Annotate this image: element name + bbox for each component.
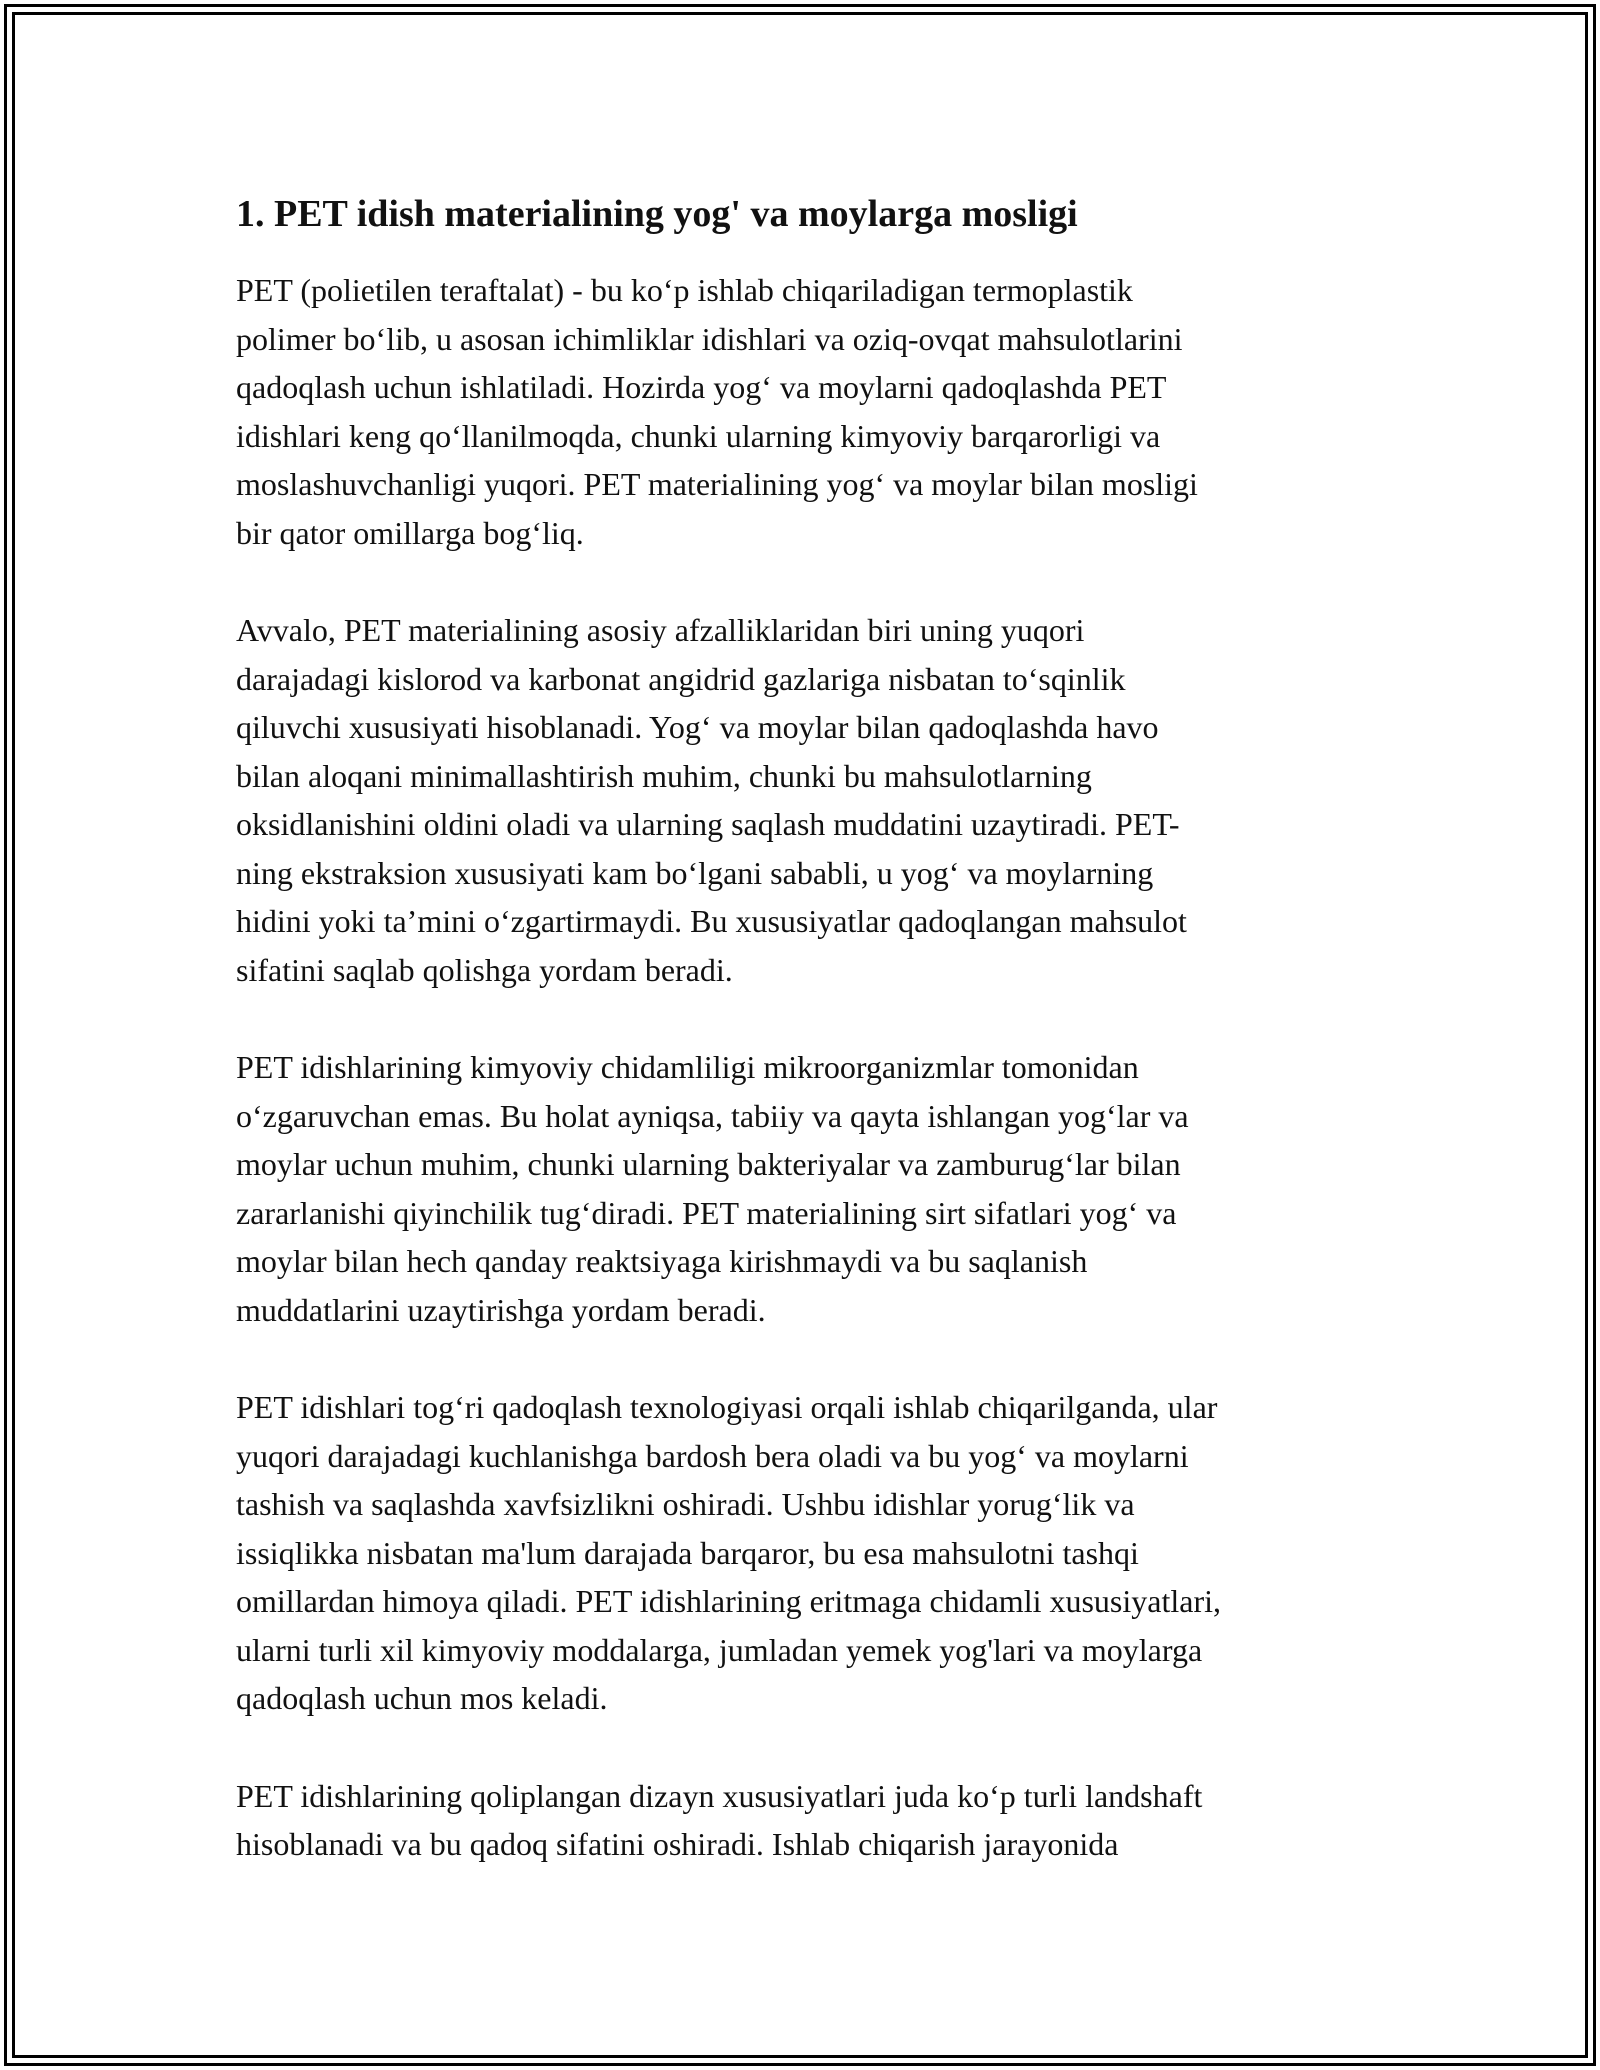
text-line: yuqori darajadagi kuchlanishga bardosh bera oladi va bu yog‘ va moylarni: [236, 1437, 1189, 1474]
text-line: hidini yoki ta’mini o‘zgartirmaydi. Bu xususiyatlar qadoqlangan mahsulot: [236, 903, 1187, 939]
text-line: PET idishlari tog‘ri qadoqlash texnologiyasi orqali ishlab chiqarilganda, ular: [236, 1389, 1218, 1425]
text-line: PET (polietilen teraftalat) - bu ko‘p ishlab chiqariladigan termoplastik: [236, 272, 1133, 308]
text-line: moylar uchun muhim, chunki ularning bakteriyalar va zamburug‘lar bilan: [236, 1146, 1181, 1182]
text-line: PET idishlarining qoliplangan dizayn xususiyatlari juda ko‘p turli landshaft: [236, 1777, 1203, 1814]
text-line: qadoqlash uchun ishlatiladi. Hozirda yog‘ va moylarni qadoqlashda PET: [236, 369, 1167, 405]
text-line: muddatlarini uzaytirishga yordam beradi.: [236, 1291, 766, 1328]
document-body: [236, 182, 1376, 1918]
paragraph-1: [236, 266, 1376, 557]
paragraph-3: [236, 1043, 1376, 1334]
paragraph-2: [236, 606, 1376, 994]
document-title: 1. PET idish materialining yog' va moylarga mosligi: [236, 193, 1078, 235]
text-line: zararlanishi qiyinchilik tug‘diradi. PET materialining sirt sifatlari yog‘ va: [236, 1194, 1177, 1231]
text-line: oksidlanishini oldini oladi va ularning saqlash muddatini uzaytiradi. PET-: [236, 806, 1180, 842]
text-line: omillardan himoya qiladi. PET idishlarining eritmaga chidamli xususiyatlari,: [236, 1583, 1221, 1619]
text-line: moslashuvchanligi yuqori. PET materialining yog‘ va moylar bilan mosligi: [236, 466, 1198, 502]
text-line: hisoblanadi va bu qadoq sifatini oshiradi. Ishlab chiqarish jarayonida: [236, 1826, 1119, 1862]
text-line: bir qator omillarga bog‘liq.: [236, 514, 584, 551]
text-line: sifatini saqlab qolishga yordam beradi.: [236, 951, 733, 988]
text-line: qadoqlash uchun mos keladi.: [236, 1680, 608, 1716]
text-line: PET idishlarining kimyoviy chidamliligi mikroorganizmlar tomonidan: [236, 1049, 1139, 1085]
text-line: tashish va saqlashda xavfsizlikni oshiradi. Ushbu idishlar yorug‘lik va: [236, 1486, 1135, 1522]
text-line: bilan aloqani minimallashtirish muhim, chunki bu mahsulotlarning: [236, 757, 1092, 794]
text-line: qiluvchi xususiyati hisoblanadi. Yog‘ va moylar bilan qadoqlashda havo: [236, 709, 1159, 745]
text-line: polimer bo‘lib, u asosan ichimliklar idishlari va oziq-ovqat mahsulotlarini: [236, 320, 1183, 357]
text-line: Avvalo, PET materialining asosiy afzalliklaridan biri uning yuqori: [236, 612, 1085, 648]
text-line: idishlari keng qo‘llanilmoqda, chunki ularning kimyoviy barqarorligi va: [236, 417, 1161, 454]
text-line: issiqlikka nisbatan ma'lum darajada barqaror, bu esa mahsulotni tashqi: [236, 1534, 1139, 1571]
text-line: o‘zgaruvchan emas. Bu holat ayniqsa, tabiiy va qayta ishlangan yog‘lar va: [236, 1097, 1189, 1134]
text-line: ning ekstraksion xususiyati kam bo‘lgani sababli, u yog‘ va moylarning: [236, 854, 1154, 891]
text-line: darajadagi kislorod va karbonat angidrid gazlariga nisbatan to‘sqinlik: [236, 660, 1126, 697]
text-line: moylar bilan hech qanday reaktsiyaga kirishmaydi va bu saqlanish: [236, 1243, 1088, 1279]
paragraph-4: [236, 1383, 1376, 1723]
paragraph-5: [236, 1772, 1376, 1869]
text-line: ularni turli xil kimyoviy moddalarga, jumladan yemek yog'lari va moylarga: [236, 1631, 1203, 1668]
